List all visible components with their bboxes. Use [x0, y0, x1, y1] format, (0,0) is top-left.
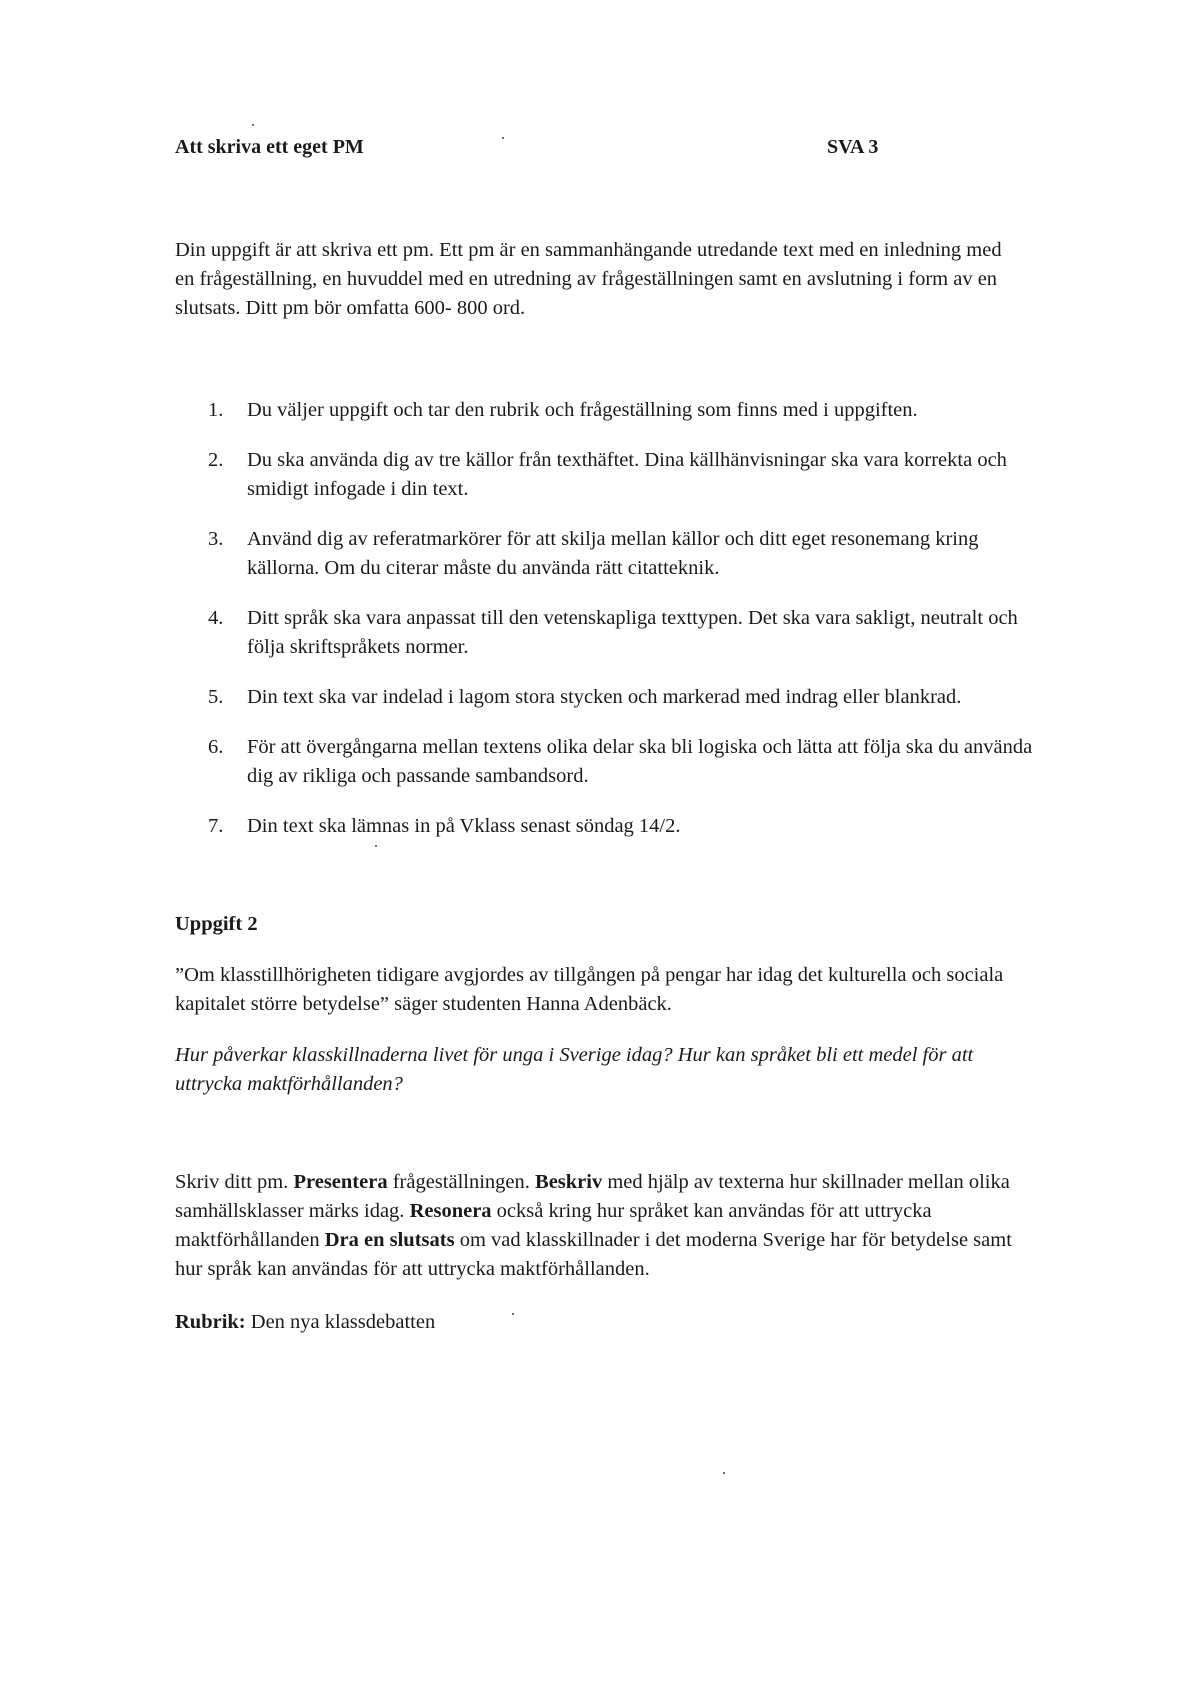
list-number: 5.: [208, 686, 224, 708]
intro-paragraph: Din uppgift är att skriva ett pm. Ett pm är en sammanhängande utredande text med en inledning med en frågeställning, en huvuddel med en utredning av frågeställningen samt en avslutning i form av en slutsats. Ditt pm bör omfatta 600- 800 ord.: [175, 239, 1002, 319]
list-item: [175, 733, 1035, 791]
scan-speck: [512, 1313, 514, 1315]
list-number: 1.: [208, 399, 224, 421]
scan-speck: [252, 124, 254, 126]
list-number: 3.: [208, 528, 224, 550]
list-item: [175, 396, 1035, 425]
list-item: [175, 525, 1035, 583]
task-quote: ”Om klasstillhörigheten tidigare avgjordes av tillgången på pengar har idag det kulturella och sociala kapitalet större betydelse” säger studenten Hanna Adenbäck.: [175, 964, 1004, 1015]
list-item: [175, 812, 1035, 841]
list-text: Ditt språk ska vara anpassat till den vetenskapliga texttypen. Det ska vara sakligt, neutralt och följa skriftspråkets normer.: [247, 607, 1018, 658]
instructions-text: med hjälp av texterna hur skillnader mellan olika samhällsklasser märks idag.: [175, 1171, 1010, 1222]
course-code: SVA 3: [827, 136, 879, 158]
instructions-text: också kring hur språket kan användas för att uttrycka maktförhållanden: [175, 1200, 932, 1251]
list-text: Du väljer uppgift och tar den rubrik och frågeställning som finns med i uppgiften.: [247, 399, 918, 421]
list-item: [175, 604, 1035, 662]
list-text: Din text ska lämnas in på Vklass senast söndag 14/2.: [247, 815, 681, 837]
list-number: 7.: [208, 815, 224, 837]
list-item: [175, 446, 1035, 504]
scan-speck: [723, 1472, 725, 1474]
instructions-keyword: Beskriv: [535, 1171, 603, 1193]
rubrik-value: Den nya klassdebatten: [245, 1311, 436, 1333]
instructions-text: Skriv ditt pm.: [175, 1171, 294, 1193]
list-number: 6.: [208, 736, 224, 758]
task-question: Hur påverkar klasskillnaderna livet för unga i Sverige idag? Hur kan språket bli ett medel för att uttrycka maktförhållanden?: [175, 1044, 974, 1095]
list-number: 2.: [208, 449, 224, 471]
instructions-keyword: Resonera: [409, 1200, 492, 1222]
rubrik-line: [175, 1308, 435, 1337]
list-number: 4.: [208, 607, 224, 629]
instructions-text: frågeställningen.: [387, 1171, 536, 1193]
task-instructions: [175, 1168, 1035, 1284]
list-text: För att övergångarna mellan textens olika delar ska bli logiska och lätta att följa ska du använda dig av rikliga och passande sambandsord.: [247, 736, 1033, 787]
instructions-keyword: Presentera: [293, 1171, 388, 1193]
task-heading: Uppgift 2: [175, 913, 258, 935]
document-title: Att skriva ett eget PM: [175, 136, 364, 158]
list-text: Din text ska var indelad i lagom stora stycken och markerad med indrag eller blankrad.: [247, 686, 962, 708]
list-text: Du ska använda dig av tre källor från texthäftet. Dina källhänvisningar ska vara korrekta och smidigt infogade i din text.: [247, 449, 1007, 500]
instructions-list: [175, 396, 1035, 862]
scan-speck: [502, 137, 504, 139]
list-item: [175, 683, 1035, 712]
instructions-keyword: Dra en slutsats: [324, 1229, 455, 1251]
scan-speck: [375, 845, 377, 847]
rubrik-label: Rubrik:: [175, 1311, 246, 1333]
instructions-text: om vad klasskillnader i det moderna Sverige har för betydelse samt hur språk kan användas för att uttrycka maktförhållanden.: [175, 1229, 1012, 1280]
list-text: Använd dig av referatmarkörer för att skilja mellan källor och ditt eget resonemang kring källorna. Om du citerar måste du använda rätt citatteknik.: [247, 528, 979, 579]
